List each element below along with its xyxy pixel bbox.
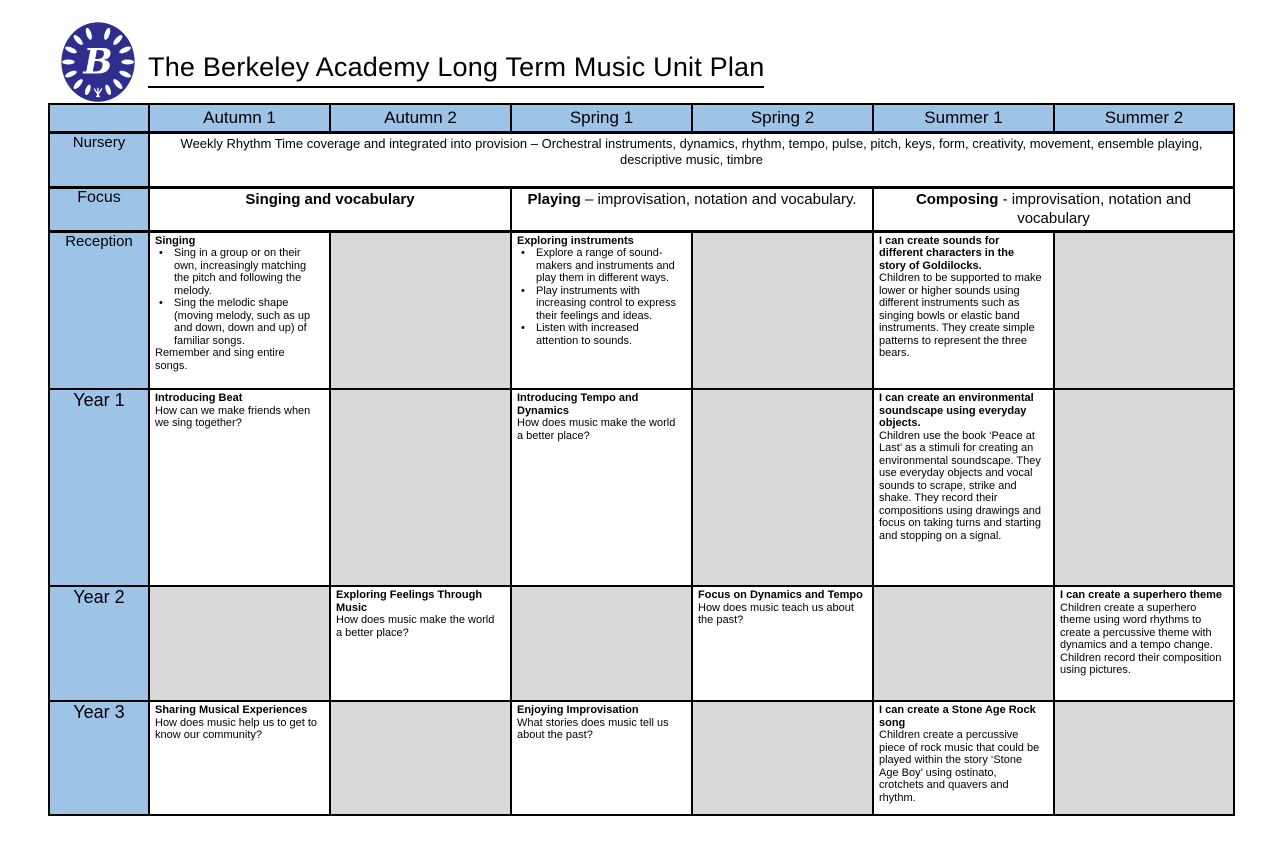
- bullet-item: [517, 322, 682, 347]
- nursery-row: [49, 132, 1234, 187]
- cell-year1-autumn1: [149, 389, 330, 586]
- cell-body: What stories does music tell us about the past?: [517, 716, 669, 741]
- cell-heading: I can create a Stone Age Rock song: [879, 704, 1036, 729]
- reception-row: [49, 231, 1234, 389]
- cell-year3-summer1: [873, 701, 1054, 815]
- col-header-autumn-2: Autumn 2: [330, 104, 511, 132]
- cell-year3-autumn2-empty: [330, 701, 511, 815]
- logo-letter: B: [83, 42, 113, 83]
- cell-heading: Introducing Tempo and Dynamics: [517, 392, 639, 417]
- cell-body: Children create a superhero theme using word rhythms to create a percussive theme with dynamics and a tempo change. Children record their composition using pictures.: [1060, 601, 1222, 676]
- cell-year2-summer1-empty: [873, 586, 1054, 701]
- corner-cell: [49, 104, 149, 132]
- unit-plan-table: [48, 103, 1235, 816]
- col-header-autumn-1: Autumn 1: [149, 104, 330, 132]
- cell-year3-spring1: [511, 701, 692, 815]
- cell-body: How does music make the world a better place?: [517, 417, 676, 442]
- cell-year1-autumn2-empty: [330, 389, 511, 586]
- cell-heading: Exploring instruments: [517, 234, 634, 247]
- cell-year2-spring2: [692, 586, 873, 701]
- cell-heading: Introducing Beat: [155, 392, 243, 404]
- cell-body: Children to be supported to make lower or higher sounds using different instruments such as singing bowls or elastic band instruments. They create simple patterns to represent the three bears.: [879, 272, 1042, 359]
- cell-heading: I can create a superhero theme: [1060, 589, 1223, 601]
- nursery-overview-cell: Weekly Rhythm Time coverage and integrated into provision – Orchestral instruments, dynamics, rhythm, tempo, pulse, pitch, keys, form, creativity, movement, ensemble playing, descriptive music, timbre: [149, 132, 1234, 187]
- bullet-text: Listen with increased attention to sounds.: [536, 322, 639, 347]
- cell-year3-spring2-empty: [692, 701, 873, 815]
- bullet-item: [155, 297, 320, 347]
- cell-heading: Enjoying Improvisation: [517, 704, 639, 716]
- focus-cell-playing: [511, 187, 873, 231]
- year2-row: [49, 586, 1234, 701]
- cell-year2-autumn2: [330, 586, 511, 701]
- cell-reception-autumn2-empty: [330, 231, 511, 389]
- cell-body: Children create a percussive piece of rock music that could be played within the story ‘Stone Age Boy’ using ostinato, crotchets and quavers and rhythm.: [879, 729, 1040, 804]
- cell-reception-autumn1: [149, 231, 330, 389]
- cell-body: How does music make the world a better place?: [336, 614, 495, 639]
- row-label-year2: Year 2: [49, 586, 149, 701]
- bullet-text: Sing the melodic shape (moving melody, such as up and down, down and up) of familiar songs.: [174, 297, 311, 347]
- focus-composing-rest: - improvisation, notation and vocabulary: [998, 190, 1192, 227]
- col-header-spring-2: Spring 2: [692, 104, 873, 132]
- focus-row: [49, 187, 1234, 231]
- terms-header-row: [49, 104, 1234, 132]
- row-label-nursery: Nursery: [49, 132, 149, 187]
- cell-year1-spring2-empty: [692, 389, 873, 586]
- row-label-reception: Reception: [49, 231, 149, 389]
- cell-year2-summer2: [1054, 586, 1234, 701]
- cell-heading: Focus on Dynamics and Tempo: [698, 589, 863, 601]
- focus-composing-lead: Composing: [915, 190, 999, 208]
- cell-footer: Remember and sing entire songs.: [155, 347, 285, 372]
- cell-heading: Exploring Feelings Through Music: [336, 589, 483, 614]
- bullet-text: Sing in a group or on their own, increasingly matching the pitch and following the melody.: [174, 247, 307, 297]
- cell-heading: I can create an environmental soundscape using everyday objects.: [879, 392, 1034, 429]
- cell-year2-autumn1-empty: [149, 586, 330, 701]
- bullet-dot: •: [159, 297, 163, 309]
- cell-body: How can we make friends when we sing together?: [155, 404, 311, 429]
- cell-heading: Singing: [155, 234, 196, 247]
- focus-cell-singing: [149, 187, 511, 231]
- cell-body: Children use the book ‘Peace at Last’ as a stimuli for creating an environmental soundscape. They use everyday objects and vocal sounds to scrape, strike and shake. They record their compositions using drawings and focus on taking turns and starting and stopping on a signal.: [879, 429, 1042, 542]
- cell-heading: I can create sounds for different characters in the story of Goldilocks.: [879, 234, 1015, 272]
- bullet-item: [155, 247, 320, 297]
- bullet-dot: •: [159, 247, 163, 259]
- focus-playing-lead: Playing: [527, 190, 581, 208]
- school-crest-logo-icon: [59, 20, 137, 104]
- bullet-item: [517, 285, 682, 323]
- bullet-item: [517, 247, 682, 285]
- cell-heading: Sharing Musical Experiences: [155, 704, 308, 716]
- focus-playing-rest: – improvisation, notation and vocabulary.: [580, 190, 857, 208]
- page-title: The Berkeley Academy Long Term Music Unit Plan: [148, 52, 764, 88]
- col-header-summer-2: Summer 2: [1054, 104, 1234, 132]
- row-label-year3: Year 3: [49, 701, 149, 815]
- bullet-dot: •: [521, 284, 525, 297]
- cell-year1-summer2-empty: [1054, 389, 1234, 586]
- row-label-year1: Year 1: [49, 389, 149, 586]
- cell-year3-autumn1: [149, 701, 330, 815]
- cell-reception-summer1: [873, 231, 1054, 389]
- cell-year2-spring1-empty: [511, 586, 692, 701]
- row-label-focus: Focus: [49, 187, 149, 231]
- cell-reception-spring2-empty: [692, 231, 873, 389]
- bullet-dot: •: [521, 322, 525, 334]
- cell-reception-summer2-empty: [1054, 231, 1234, 389]
- cell-year1-summer1: [873, 389, 1054, 586]
- cell-body: How does music help us to get to know our community?: [155, 716, 318, 741]
- cell-body: How does music teach us about the past?: [698, 601, 854, 626]
- col-header-spring-1: Spring 1: [511, 104, 692, 132]
- cell-year3-summer2-empty: [1054, 701, 1234, 815]
- bullet-text: Play instruments with increasing control to express their feelings and ideas.: [536, 284, 677, 322]
- cell-year1-spring1: [511, 389, 692, 586]
- col-header-summer-1: Summer 1: [873, 104, 1054, 132]
- year1-row: [49, 389, 1234, 586]
- year3-row: [49, 701, 1234, 815]
- focus-cell-composing: [873, 187, 1234, 231]
- focus-singing-lead: Singing and vocabulary: [245, 190, 415, 208]
- bullet-dot: •: [521, 247, 525, 259]
- bullet-text: Explore a range of sound-makers and instruments and play them in different ways.: [536, 247, 675, 284]
- cell-reception-spring1: [511, 231, 692, 389]
